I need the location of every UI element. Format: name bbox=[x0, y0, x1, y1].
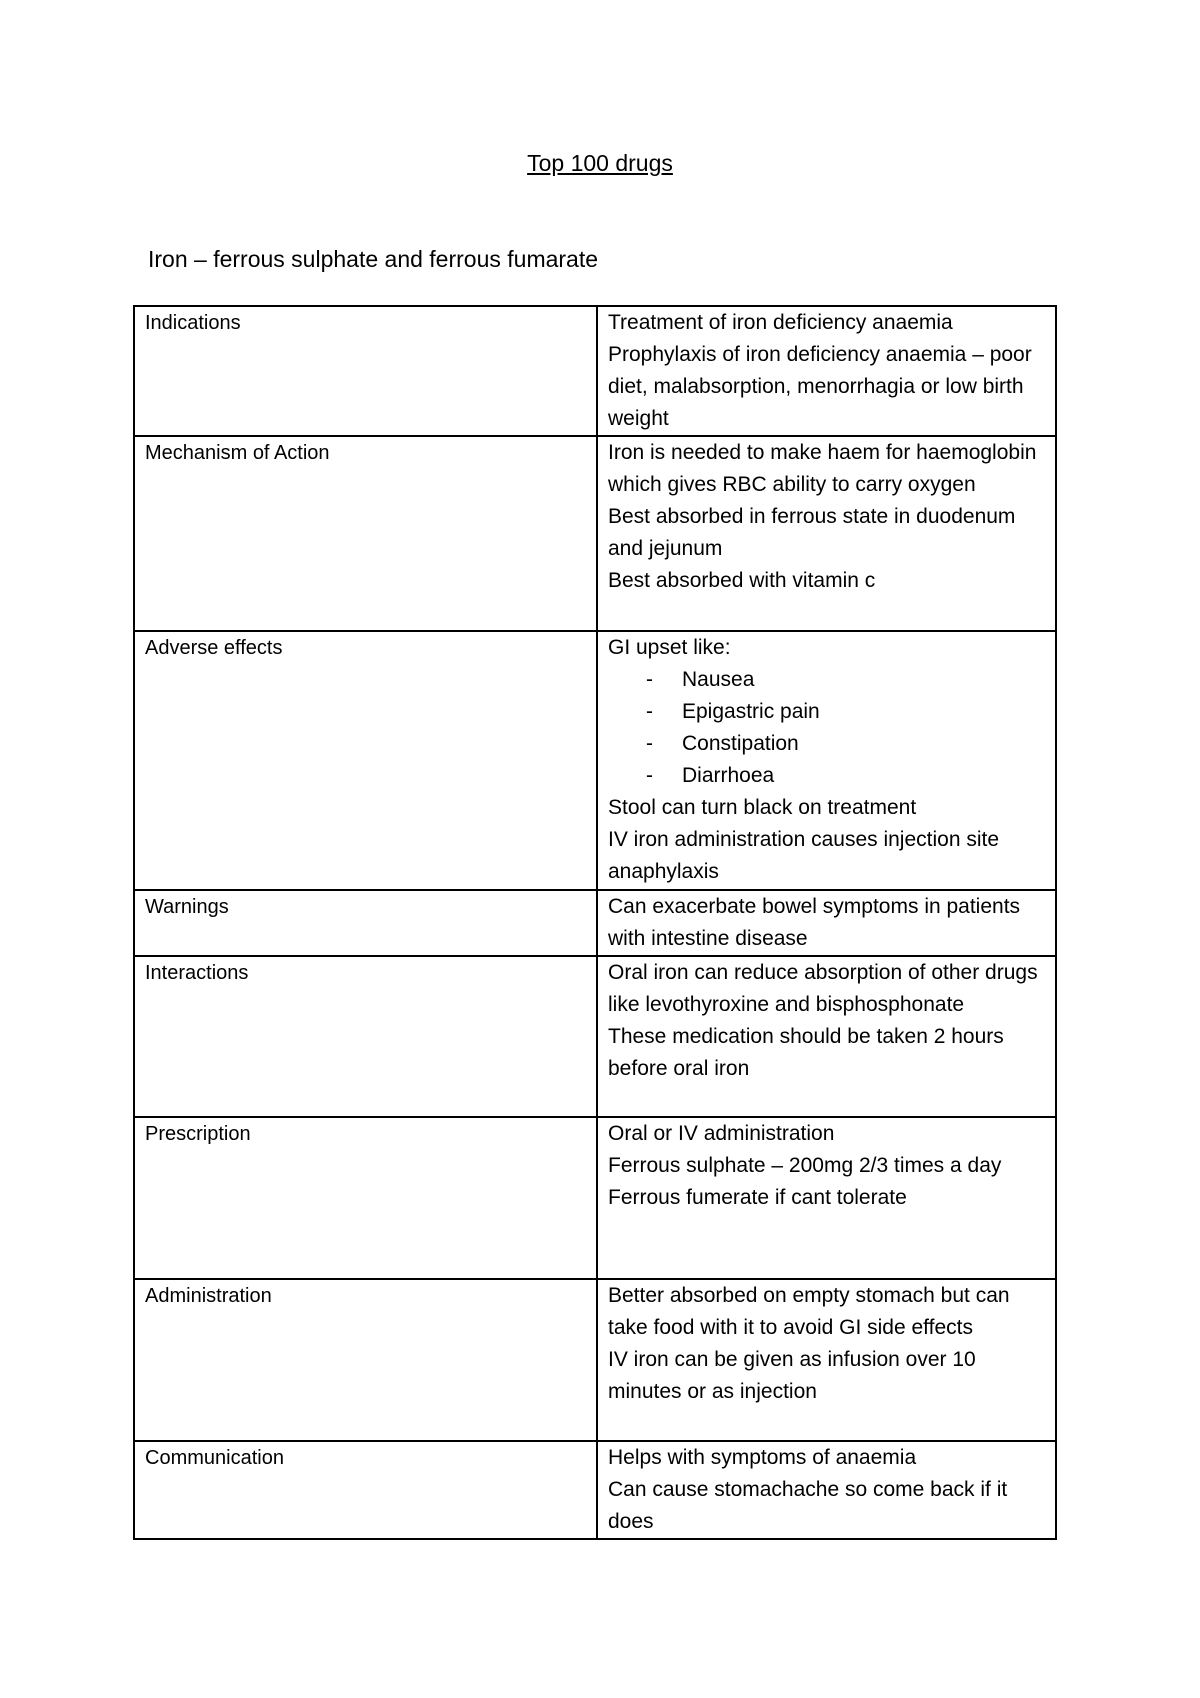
row-label: Mechanism of Action bbox=[134, 436, 597, 631]
page-title: Top 100 drugs bbox=[527, 150, 673, 176]
drug-heading: Iron – ferrous sulphate and ferrous fumarate bbox=[148, 246, 599, 272]
row-label: Adverse effects bbox=[134, 631, 597, 890]
row-content bbox=[597, 1117, 1056, 1279]
content-line: Ferrous fumerate if cant tolerate bbox=[608, 1186, 907, 1209]
row-label: Warnings bbox=[134, 890, 597, 956]
bullet-marker: - bbox=[646, 668, 653, 691]
content-line: Oral iron can reduce absorption of other drugs like levothyroxine and bisphosphonate bbox=[608, 961, 1038, 1016]
row-content bbox=[597, 956, 1056, 1117]
content-line: Iron is needed to make haem for haemoglobin which gives RBC ability to carry oxygen bbox=[608, 441, 1037, 496]
table-row-warnings bbox=[134, 890, 1056, 956]
list-item bbox=[608, 696, 1045, 728]
bullet-marker: - bbox=[646, 764, 653, 787]
table-row-interactions bbox=[134, 956, 1056, 1117]
table-row-communication bbox=[134, 1441, 1056, 1539]
list-item-text: Constipation bbox=[682, 732, 799, 755]
content-line: GI upset like: bbox=[608, 636, 731, 659]
content-line: Can cause stomachache so come back if it does bbox=[608, 1478, 1008, 1533]
row-content bbox=[597, 1441, 1056, 1539]
row-label: Interactions bbox=[134, 956, 597, 1117]
content-line: IV iron administration causes injection site anaphylaxis bbox=[608, 828, 1000, 883]
table-row-adverse-effects bbox=[134, 631, 1056, 890]
content-line: Can exacerbate bowel symptoms in patients with intestine disease bbox=[608, 895, 1021, 950]
content-line: Helps with symptoms of anaemia bbox=[608, 1446, 917, 1469]
row-label: Administration bbox=[134, 1279, 597, 1441]
content-line: Prophylaxis of iron deficiency anaemia – poor diet, malabsorption, menorrhagia or low birth weight bbox=[608, 343, 1032, 430]
content-line: Ferrous sulphate – 200mg 2/3 times a day bbox=[608, 1154, 1002, 1177]
row-label: Prescription bbox=[134, 1117, 597, 1279]
adverse-effects-list bbox=[608, 664, 1045, 792]
list-item bbox=[608, 664, 1045, 696]
row-content bbox=[597, 436, 1056, 631]
row-content bbox=[597, 306, 1056, 436]
row-label: Indications bbox=[134, 306, 597, 436]
content-line: IV iron can be given as infusion over 10 minutes or as injection bbox=[608, 1348, 976, 1403]
content-line: Best absorbed with vitamin c bbox=[608, 569, 876, 592]
drug-info-table bbox=[133, 305, 1057, 1540]
row-content bbox=[597, 1279, 1056, 1441]
content-line: Better absorbed on empty stomach but can take food with it to avoid GI side effects bbox=[608, 1284, 1010, 1339]
list-item bbox=[608, 760, 1045, 792]
list-item-text: Epigastric pain bbox=[682, 700, 820, 723]
table-row-mechanism bbox=[134, 436, 1056, 631]
list-item bbox=[608, 728, 1045, 760]
row-content bbox=[597, 890, 1056, 956]
content-line: Stool can turn black on treatment bbox=[608, 796, 917, 819]
row-content bbox=[597, 631, 1056, 890]
content-line: Best absorbed in ferrous state in duodenum and jejunum bbox=[608, 505, 1016, 560]
list-item-text: Diarrhoea bbox=[682, 764, 775, 787]
list-item-text: Nausea bbox=[682, 668, 755, 691]
row-label: Communication bbox=[134, 1441, 597, 1539]
content-line: These medication should be taken 2 hours before oral iron bbox=[608, 1025, 1004, 1080]
table-row-indications bbox=[134, 306, 1056, 436]
content-line: Oral or IV administration bbox=[608, 1122, 835, 1145]
bullet-marker: - bbox=[646, 732, 653, 755]
content-line: Treatment of iron deficiency anaemia bbox=[608, 311, 953, 334]
table-row-administration bbox=[134, 1279, 1056, 1441]
table-row-prescription bbox=[134, 1117, 1056, 1279]
bullet-marker: - bbox=[646, 700, 653, 723]
